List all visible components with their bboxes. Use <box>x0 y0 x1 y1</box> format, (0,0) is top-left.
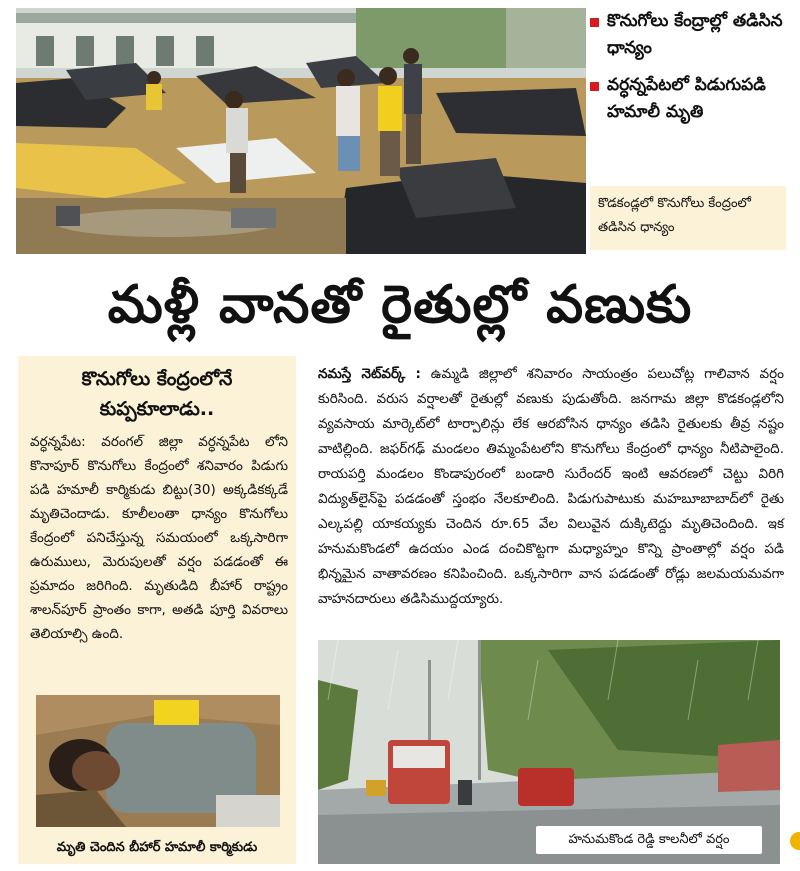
top-photo-caption: కొడకండ్లలో కొనుగోలు కేంద్రంలో తడిసిన ధాన్యం <box>590 186 786 250</box>
red-square-bullet-icon <box>590 82 599 91</box>
worker-photo <box>36 695 280 827</box>
highlight-item <box>590 8 786 62</box>
headline: మళ్లీ వానతో రైతుల్లో వణుకు <box>107 275 693 335</box>
worker-photo-caption: మృతి చెందిన బీహార్‌ హమాలీ కార్మికుడు <box>56 840 258 855</box>
market-rain-photo <box>16 8 586 254</box>
article-text: ఉమ్మడి జిల్లాలో శనివారం సాయంత్రం పలుచోట్ల గాలివాన వర్షం కురిసింది. వరుస వర్షాలతో రైతుల్లో వణుకు పుడుతోంది. జనగామ జిల్లా కొడకండ్లలోని వ్యవసాయ మార్కెట్‌లో టార్పాలిన్లు లేక ఆరబోసిన ధాన్యం తడిసి రైతులకు తీవ్ర నష్టం వాటిల్లింది. జఫర్‌గఢ్‌ మండలం తిమ్మంపేటలోని కొనుగోలు కేంద్రంలో ధాన్యం నీటిపాలైంది. రాయపర్తి మండలం కొండాపురంలో బండారి సురేందర్‌ ఇంటి ఆవరణలో చెట్టు విరిగి విద్యుత్‌లైన్‌పై పడడంతో స్తంభం నేలకూలింది. పిడుగుపాటుకు మహబూబాబాద్‌లో రైతు ఎల్కపల్లి యాకయ్యకు చెందిన రూ.65 వేల విలువైన దుక్కిటెద్దు మృతిచెందింది. ఇక హనుమకొండలో ఉదయం ఎండ దంచికొట్టగా మధ్యాహ్నం కొన్ని ప్రాంతాల్లో వర్షం పడి భిన్నమైన వాతావరణం కనిపించింది. ఒక్కసారిగా వాన పడడంతో రోడ్లు జలమయమవగా వాహనదారులు తడిసిముద్దయ్యారు. <box>318 366 784 607</box>
highlight-text: కొనుగోలు కేంద్రాల్లో తడిసిన ధాన్యం <box>607 11 783 58</box>
rain-photo-caption: హనుమకొండ రెడ్డి కాలనీలో వర్షం <box>536 826 762 854</box>
highlight-item <box>590 72 786 126</box>
page-edge-marker-icon <box>790 832 800 850</box>
sidebar-body: వర్ధన్నపేట: వరంగల్‌ జిల్లా వర్ధన్నపేట లోని కొనాపూర్‌ కొనుగోలు కేంద్రంలో శనివారం పిడుగు పడి హమాలీ కార్మికుడు బిట్టు(30) అక్కడికక్కడే మృతిచెందాడు. కూలీలంతా ధాన్యం కొనుగోలు కేంద్రంలో పనిచేస్తున్న సమయంలో ఒక్కసారిగా ఉరుములు, మెరుపులతో వర్షం పడడంతో ఈ ప్రమాదం జరిగింది. మృతుడిది బీహార్‌ రాష్ట్రం శాలన్‌పూర్‌ ప్రాంతం కాగా, అతడి పూర్తి వివరాలు తెలియాల్సి ఉంది. <box>30 434 288 642</box>
highlight-text: వర్ధన్నపేటలో పిడుగుపడి హమాలీ మృతి <box>607 75 766 122</box>
red-square-bullet-icon <box>590 18 599 27</box>
highlights-box <box>590 8 786 184</box>
sidebar-title: కొనుగోలు కేంద్రంలోనే కుప్పకూలాడు.. <box>81 368 233 420</box>
article-dateline: నమస్తే నెట్‌వర్క్‌ : <box>318 366 421 382</box>
article-body <box>318 362 784 632</box>
